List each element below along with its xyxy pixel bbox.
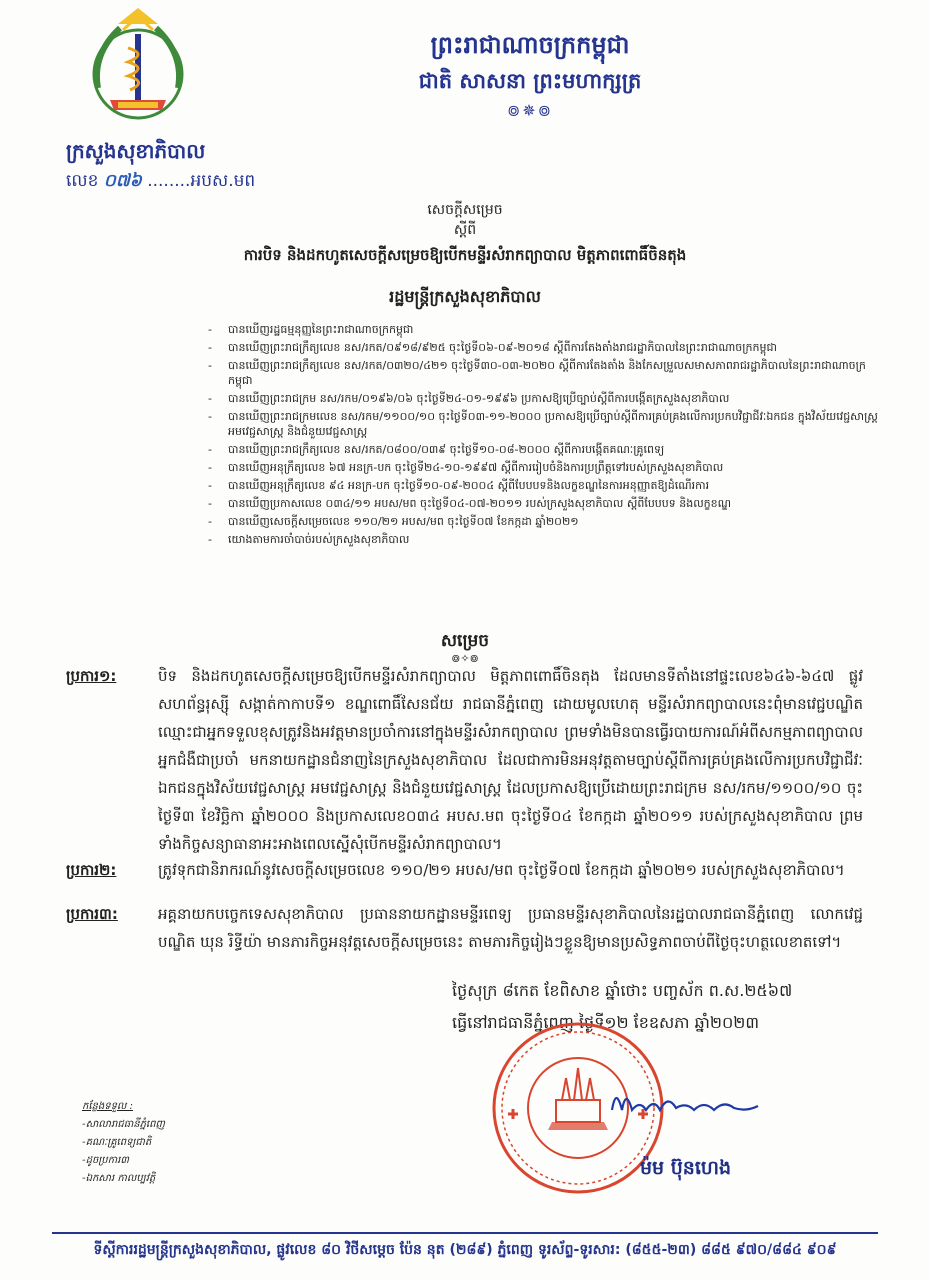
ref-suffix: ........អបស.មព xyxy=(147,171,256,191)
decides-heading: សម្រេច xyxy=(440,631,490,651)
footer-address: ទីស្ដីការរដ្ឋមន្ត្រីក្រសួងសុខាភិបាល, ផ្លូវលេខ ៨០ វិថីសម្ដេច ប៉ែន នុត (២៨៩) ភ្នំពេញ ទូរស័ព្ទ-ទូរសារ: (៨៥៥-២៣) ៨៨៥ ៩៧០/៨៨៤ ៩០៩ xyxy=(93,1242,837,1258)
ref-prefix: លេខ xyxy=(66,171,99,191)
ref-number: ០៧៦ xyxy=(103,171,142,191)
kingdom-heading: ព្រះរាជាណាចក្រកម្ពុជា xyxy=(430,30,630,59)
header-ornament: ៙✵៙ xyxy=(507,101,553,120)
minister-heading: រដ្ឋមន្ត្រីក្រសួងសុខាភិបាល xyxy=(389,287,541,306)
consideration-item: - បានឃើញព្រះរាជក្រឹត្យលេខ នស/រកត/០៣២០/៤២១ ចុះថ្ងៃទី៣០-០៣-២០២០ ស្ដីពីការតែងតាំង និងកែសម្រួលសមាសភាពរាជរដ្ឋាភិបាលនៃព្រះរាជាណាចក្រកម្ពុជា xyxy=(208,358,878,388)
consideration-item: - បានឃើញព្រះរាជក្រមលេខ នស/រកម/១១០០/១០ ចុះថ្ងៃទី០៣-១១-២០០០ ប្រកាសឱ្យប្រើច្បាប់ស្ដីពីការគ្រប់គ្រងលើការប្រកបវិជ្ជាជីវៈឯកជន ក្នុងវិស័យវេជ្ជសាស្ត្រ អមវេជ្ជសាស្ត្រ និងជំនួយវេជ្ជសាស្ត្រ xyxy=(208,409,878,439)
consideration-item: - បានឃើញព្រះរាជក្រឹត្យលេខ នស/រកត/០៨០០/០៣៩ ចុះថ្ងៃទី១០-០៨-២០០០ ស្ដីពីការបង្កើតគណៈគ្រូពេទ្យ xyxy=(208,442,878,457)
consideration-item: - បានឃើញអនុក្រឹត្យលេខ ៩៤ អនក្រ-បក ចុះថ្ងៃទី១០-០៩-២០០៤ ស្ដីពីបែបបទនិងលក្ខខណ្ឌនៃការអនុញ្ញាតឱ្យដំណើរការ xyxy=(208,478,878,493)
article-label: ប្រការ២: xyxy=(66,861,117,879)
cc-heading: កន្លែងទទួល : xyxy=(82,1101,133,1112)
motto-heading: ជាតិ សាសនា ព្រះមហាក្សត្រ xyxy=(418,68,642,93)
consideration-item: - បានឃើញព្រះរាជក្រម នស/រកម/០១៩៦/០៦ ចុះថ្ងៃទី២៤-០១-១៩៩៦ ប្រកាសឱ្យប្រើច្បាប់ស្ដីពីការបង្កើតក្រសួងសុខាភិបាល xyxy=(208,391,878,406)
ministry-logo xyxy=(78,4,198,132)
signer-name: ម៉ម ប៊ុនហេង xyxy=(640,1157,732,1179)
decision-heading: សេចក្ដីសម្រេច xyxy=(427,202,503,218)
signature-scrawl xyxy=(606,1080,766,1130)
consideration-item: - បានឃើញប្រកាសលេខ ០៣៤/១១ អបស/មព ចុះថ្ងៃទី០៤-០៧-២០១១ របស់ក្រសួងសុខាភិបាល ស្ដីពីបែបបទ និងលក្ខខណ្ឌ xyxy=(208,496,878,511)
consideration-item: - បានឃើញរដ្ឋធម្មនុញ្ញនៃព្រះរាជាណាចក្រកម្ពុជា xyxy=(208,322,878,337)
subject-heading: ការបិទ និងដកហូតសេចក្ដីសម្រេចឱ្យបើកមន្ទីរសំរាកព្យាបាល មិត្តភាពពោធិ៍ចិនតុង xyxy=(243,246,687,264)
article-text: ត្រូវទុកជានិរាករណ៍នូវសេចក្ដីសម្រេចលេខ ១១០/២១ អបស/មព ចុះថ្ងៃទី០៧ ខែកក្កដា ឆ្នាំ២០២១ របស់ក្រសួងសុខាភិបាល។ xyxy=(158,861,845,879)
cc-item: -គណៈគ្រូពេទ្យជាតិ xyxy=(82,1137,152,1148)
article-label: ប្រការ១: xyxy=(66,667,117,685)
article-text: អគ្គនាយកបច្ចេកទេសសុខាភិបាល ប្រធាននាយកដ្ឋានមន្ទីរពេទ្យ ប្រធានមន្ទីរសុខាភិបាលនៃរដ្ឋបាលរាជធានីភ្នំពេញ លោកវេជ្ជបណ្ឌិត ឃុន រិទ្ធីយ៉ា មានភារកិច្ចអនុវត្តសេចក្ដីសម្រេចនេះ តាមភារកិច្ចរៀងៗខ្លួនឱ្យមានប្រសិទ្ធភាពចាប់ពីថ្ងៃចុះហត្ថលេខាតទៅ។ xyxy=(158,905,863,951)
article-label: ប្រការ៣: xyxy=(66,905,118,923)
about-heading: ស្ដីពី xyxy=(453,222,477,238)
carbon-copy-list xyxy=(82,1098,165,1188)
consideration-item: - បានឃើញសេចក្ដីសម្រេចលេខ ១១០/២១ អបស/មព ចុះថ្ងៃទី០៧ ខែកក្កដា ឆ្នាំ២០២១ xyxy=(208,514,878,529)
consideration-item: - បានឃើញព្រះរាជក្រឹត្យលេខ នស/រកត/០៩១៨/៩២៥ ចុះថ្ងៃទី០៦-០៩-២០១៨ ស្ដីពីការតែងតាំងរាជរដ្ឋាភិបាលនៃព្រះរាជាណាចក្រកម្ពុជា xyxy=(208,340,878,355)
consideration-item: - យោងតាមការចាំបាច់របស់ក្រសួងសុខាភិបាល xyxy=(208,532,878,547)
consideration-item: - បានឃើញអនុក្រឹត្យលេខ ៦៧ អនក្រ-បក ចុះថ្ងៃទី២៤-១០-១៩៩៧ ស្ដីពីការរៀបចំនិងការប្រព្រឹត្តទៅរបស់ក្រសួងសុខាភិបាល xyxy=(208,460,878,475)
cc-item: -ដូចប្រការ៣ xyxy=(82,1155,129,1166)
cc-item: -ឯកសារ កាលប្បវត្តិ xyxy=(82,1173,156,1184)
footer-divider xyxy=(52,1232,878,1234)
solar-date: ធ្វើនៅរាជធានីភ្នំពេញ ថ្ងៃទី១២ ខែឧសភា ឆ្នាំ២០២៣ xyxy=(452,1013,760,1032)
ministry-name: ក្រសួងសុខាភិបាល xyxy=(66,139,206,163)
cc-item: -សាលារាជធានីភ្នំពេញ xyxy=(82,1119,165,1130)
reference-number xyxy=(66,170,255,195)
article-2 xyxy=(66,856,866,884)
decides-ornament: ៙✧៙ xyxy=(451,652,479,665)
considerations-list xyxy=(208,322,878,550)
article-1 xyxy=(66,662,866,858)
article-3 xyxy=(66,900,866,956)
lunar-date: ថ្ងៃសុក្រ ៨កេត ខែពិសាខ ឆ្នាំថោះ បញ្ចស័ក ព.ស.២៥៦៧ xyxy=(452,981,793,1000)
article-text: បិទ និងដកហូតសេចក្ដីសម្រេចឱ្យបើកមន្ទីរសំរាកព្យាបាល មិត្តភាពពោធិ៍ចិនតុង ដែលមានទីតាំងនៅផ្ទះលេខ៦៤៦-៦៤៧ ផ្លូវសហព័ន្ធរុស្ស៊ី សង្កាត់កាកាបទី១ ខណ្ឌពោធិ៍សែនជ័យ រាជធានីភ្នំពេញ ដោយមូលហេតុ មន្ទីរសំរាកព្យាបាលនេះពុំមានវេជ្ជបណ្ឌិតឈ្មោះជាអ្នកទទួលខុសត្រូវនិងអវត្តមានប្រចាំការនៅក្នុងមន្ទីរសំរាកព្យាបាល ព្រមទាំងមិនបានធ្វើរបាយការណ៍អំពីសកម្មភាពព្យាបាលអ្នកជំងឺជាប្រចាំ មកនាយកដ្ឋានជំនាញនៃក្រសួងសុខាភិបាល ដែលជាការមិនអនុវត្តតាមច្បាប់ស្ដីពីការគ្រប់គ្រងលើការប្រកបវិជ្ជាជីវៈឯកជនក្នុងវិស័យវេជ្ជសាស្ត្រ អមវេជ្ជសាស្ត្រ និងជំនួយវេជ្ជសាស្ត្រ ដែលប្រកាសឱ្យប្រើដោយព្រះរាជក្រម នស/រកម/១១០០/១០ ចុះថ្ងៃទី៣ ខែវិច្ឆិកា ឆ្នាំ២០០០ និងប្រកាសលេខ០៣៤ អបស.មព ចុះថ្ងៃទី០៤ ខែកក្កដា ឆ្នាំ២០១១ របស់ក្រសួងសុខាភិបាល ព្រមទាំងកិច្ចសន្យាធានាអះអាងពេលស្នើសុំបើកមន្ទីរសំរាកព្យាបាល។ xyxy=(158,667,863,853)
